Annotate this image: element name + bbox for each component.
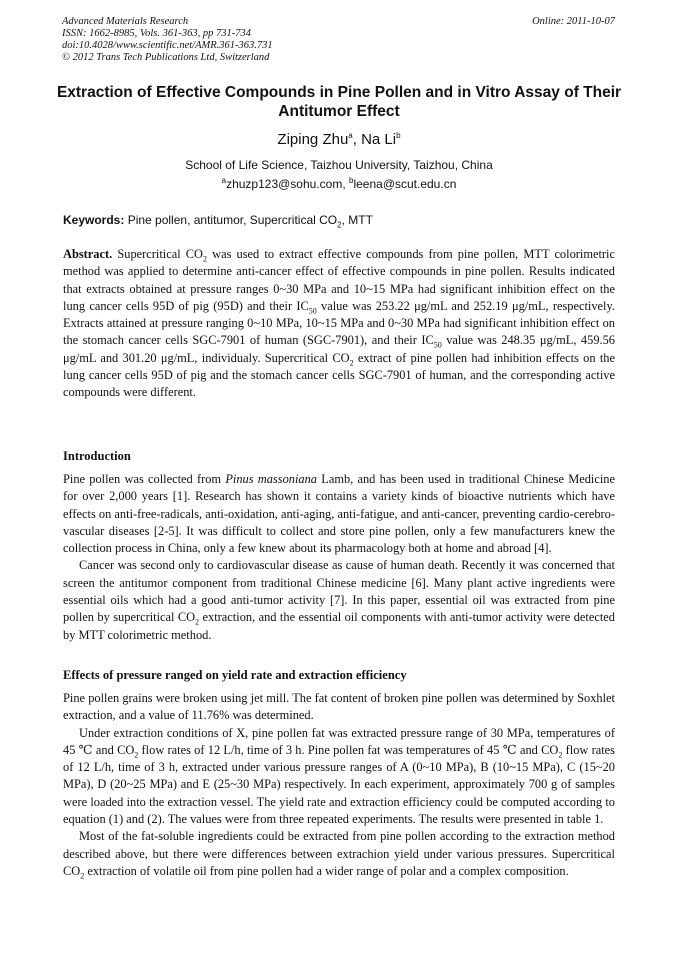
affiliation: School of Life Science, Taizhou University, Taizhou, China (185, 158, 493, 172)
effects-body (63, 690, 615, 880)
abstract-text-1: Supercritical CO (112, 247, 203, 261)
intro-p2-text-b: extraction, and the essential oil components with anti-tumor activity were detected by MTT colorimetric method. (63, 610, 615, 642)
abstract-sub-1: 2 (203, 254, 207, 264)
keywords (63, 213, 373, 230)
effects-p2-text-c: flow rates of 12 L/h, time of 3 h, extracted under various pressure ranges of A (0~10 MPa), B (10~15 MPa), C (15~20 MPa), D (20~25 MPa) and E (25~30 MPa) respectively. In each experiment, approximately 700 g of samples were loaded into the extraction vessel. The yield rate and extraction efficiency could be computed according to equation (1) and (2). The values were from three repeated experiments. The results were presented in table 1. (63, 742, 615, 827)
keywords-tail: , MTT (341, 213, 373, 227)
species-name: Pinus massoniana (225, 472, 317, 486)
keywords-label: Keywords: (63, 213, 125, 227)
abstract-sub-2: 50 (308, 306, 317, 316)
abstract-sub-3: 50 (433, 340, 442, 350)
doi-line: doi:10.4028/www.scientific.net/AMR.361-363.731 (62, 40, 273, 51)
keywords-subscript: 2 (337, 220, 342, 230)
journal-name: Advanced Materials Research (62, 16, 189, 27)
abstract (63, 246, 615, 402)
abstract-text-2: was used to extract effective compounds from pine pollen, MTT colorimetric method was applied to determine anti-cancer effect of effective compounds in pine pollen. Results indicated that extracts obtained at pressure ranges 0~30 MPa and 10~15 MPa had significant inhibition effect on the lung cancer cells 95D of pig (95D) and their IC (63, 247, 615, 313)
effects-p2-text-a: Under extraction conditions of X, pine pollen fat was extracted pressure range of 30 MPa, temperatures of 45 ℃ and CO (63, 725, 615, 757)
abstract-text-4: value was 248.35 μg/mL, 459.56 μg/mL and 301.20 μg/mL, individualy. Supercritical CO (63, 333, 616, 365)
intro-paragraph-1 (63, 471, 615, 557)
introduction-body (63, 471, 615, 644)
effects-p2-sub-1: 2 (134, 750, 139, 760)
effects-p2-text-b: flow rates of 12 L/h, time of 3 h. Pine pollen fat was temperatures of 45 ℃ and CO (138, 742, 559, 757)
email-2-mark: b (349, 176, 354, 185)
journal-header (62, 16, 273, 64)
effects-p2-sub-2: 2 (558, 750, 563, 760)
intro-p1-text-b: Lamb, and has been used in traditional Chinese Medicine for over 2,000 years [1]. Research has shown it contains a variety kinds of bioactive nutrients which have effects on anti-free-radicals, anti-oxidation, anti-aging, anti-fatigue, and anti-cancer, preventing cardio-cerebro-vascular diseases [2-5]. It was difficult to collect and store pine pollen, only a few manufacturers knew the collection process in China, only a few knew about its pharmacology both at home and abroad [4]. (63, 472, 615, 556)
email-1-mark: a (221, 176, 227, 185)
effects-p3-text-a: Most of the fat-soluble ingredients could be extracted from pine pollen according to the extraction method described above, but there were differences between extrachion yield under various pressures. Supercritical CO (63, 829, 615, 878)
abstract-text-5: extract of pine pollen had inhibition effects on the lung cancer cells 95D of pig and the stomach cancer cells SGC-7901 of human, and the corresponding active compounds were different. (63, 350, 615, 400)
author-2-mark: b (396, 131, 401, 140)
paper-title: Extraction of Effective Compounds in Pine Pollen and in Vitro Assay of Their Antitumor Effect (56, 84, 622, 120)
email-line (0, 177, 678, 191)
copyright-line: © 2012 Trans Tech Publications Ltd, Switzerland (62, 52, 270, 63)
effects-paragraph-2 (63, 725, 615, 829)
abstract-label: Abstract. (63, 247, 113, 261)
author-1: Ziping Zhu (277, 131, 349, 148)
intro-p2-sub: 2 (195, 617, 200, 627)
author-1-mark: a (348, 131, 353, 140)
issn-line: ISSN: 1662-8985, Vols. 361-363, pp 731-734 (62, 28, 251, 39)
email-1: zhuzp123@sohu.com, (226, 177, 349, 191)
effects-p3-text-b: extraction of volatile oil from pine pollen had a wider range of polar and a complex composition. (84, 863, 569, 878)
effects-paragraph-3 (63, 828, 615, 880)
keywords-text: Pine pollen, antitumor, Supercritical CO (124, 213, 338, 227)
introduction-heading: Introduction (63, 449, 131, 463)
author-separator: , (352, 131, 362, 148)
author-2: Na Li (361, 131, 397, 148)
intro-p2-text-a: Cancer was second only to cardiovascular disease as cause of human death. Recently it was concerned that screen the antitumor component from traditional Chinese medicine [6]. Many plant active ingredients were essential oils which had a good anti-tumor activity [7]. In this paper, essential oil was extracted from pine pollen by supercritical CO (63, 558, 615, 625)
abstract-sub-4: 2 (349, 358, 354, 368)
abstract-text-3: value was 253.22 μg/mL and 252.19 μg/mL, respectively. Extracts attained at pressure ranging 0~10 MPa, 10~15 MPa and 0~30 MPa had significant inhibition effect on the stomach cancer cells SGC-7901 of human (SGC-7901), and their IC (63, 298, 615, 348)
intro-paragraph-2 (63, 557, 615, 643)
online-date: Online: 2011-10-07 (532, 16, 615, 27)
author-line (0, 131, 678, 148)
effects-p3-sub: 2 (80, 871, 85, 881)
email-2: leena@scut.edu.cn (353, 177, 457, 191)
intro-p1-text-a: Pine pollen was collected from (63, 472, 226, 486)
effects-paragraph-1: Pine pollen grains were broken using jet mill. The fat content of broken pine pollen was determined by Soxhlet extraction, and a value of 11.76% was determined. (63, 691, 615, 723)
effects-heading: Effects of pressure ranged on yield rate and extraction efficiency (63, 668, 407, 682)
